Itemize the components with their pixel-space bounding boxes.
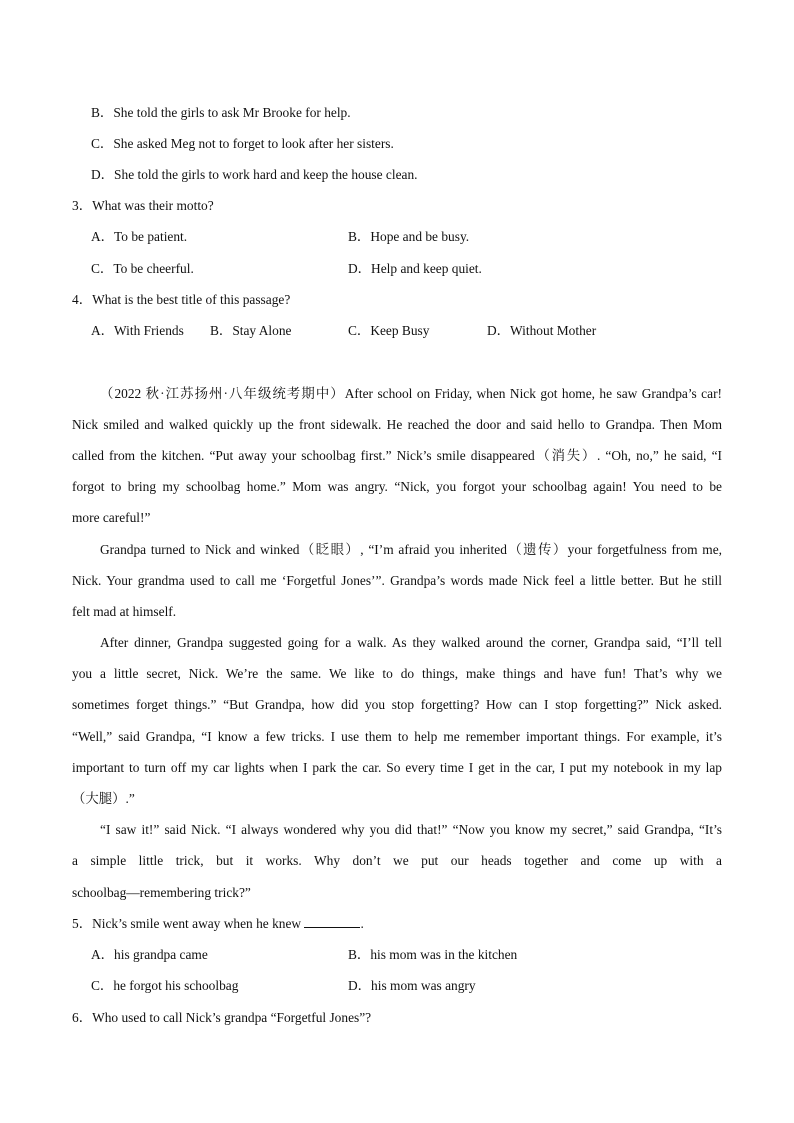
q5-option-b: B．his mom was in the kitchen xyxy=(348,947,518,962)
passage-p4-line2: a simple little trick, but it works. Why don’t we put our heads together and come up with a xyxy=(72,853,722,868)
q5-option-d: D．his mom was angry xyxy=(348,978,476,993)
passage-p3-line3: sometimes forget things.” “But Grandpa, how did you stop forgetting? How can I stop forgetting?” Nick asked. xyxy=(72,697,722,712)
passage-p3-line5: important to turn off my car lights when I park the car. So every time I get in the car, I put my notebook in my lap xyxy=(72,760,722,775)
passage-p3-line1: After dinner, Grandpa suggested going for a walk. As they walked around the corner, Grandpa said, “I’ll tell xyxy=(100,635,722,650)
q5-question-end: . xyxy=(360,916,364,931)
q3-option-c: C．To be cheerful. xyxy=(91,261,194,276)
q5-answer-blank[interactable] xyxy=(304,915,360,928)
passage-p1-line1: （2022 秋·江苏扬州·八年级统考期中）After school on Friday, when Nick got home, he saw Grandpa’s car! xyxy=(100,386,722,401)
passage-p2-line2: Nick. Your grandma used to call me ‘Forgetful Jones’”. Grandpa’s words made Nick feel a little better. But he still xyxy=(72,573,722,588)
q4-option-c: C．Keep Busy xyxy=(348,323,430,338)
q3-option-d: D．Help and keep quiet. xyxy=(348,261,482,276)
q5-option-c: C．he forgot his schoolbag xyxy=(91,978,239,993)
passage-p1-line3: called from the kitchen. “Put away your schoolbag first.” Nick’s smile disappeared（消失）. “Oh, no,” he said, “I xyxy=(72,448,722,463)
q3-question: 3．What was their motto? xyxy=(72,198,214,213)
passage-p2-line3: felt mad at himself. xyxy=(72,604,177,619)
passage-p1-line4: forgot to bring my schoolbag home.” Mom was angry. “Nick, you forgot your schoolbag again! You need to be xyxy=(72,479,722,494)
q6-question: 6．Who used to call Nick’s grandpa “Forgetful Jones”? xyxy=(72,1010,372,1025)
q5-question-row xyxy=(72,915,364,933)
passage-p1-line2: Nick smiled and walked quickly up the front sidewalk. He reached the door and said hello to Grandpa. Then Mom xyxy=(72,417,722,432)
passage-p2-line1: Grandpa turned to Nick and winked（眨眼）, “I’m afraid you inherited（遗传）your forgetfulness from me, xyxy=(100,542,722,557)
passage-p3-line2: you a little secret, Nick. We’re the same. We like to do things, make things and have fun! That’s why we xyxy=(72,666,722,681)
q4-option-b: B．Stay Alone xyxy=(210,323,292,338)
q3-option-a: A．To be patient. xyxy=(91,229,188,244)
q4-question: 4．What is the best title of this passage? xyxy=(72,292,291,307)
passage-p1-line5: more careful!” xyxy=(72,510,151,525)
passage-p3-line4: “Well,” said Grandpa, “I know a few tricks. I use them to help me remember important things. For example, it’s xyxy=(72,729,722,744)
q3-option-b: B．Hope and be busy. xyxy=(348,229,470,244)
q4-option-a: A．With Friends xyxy=(91,323,184,338)
q2-option-b: B．She told the girls to ask Mr Brooke for help. xyxy=(91,105,351,120)
q2-option-d: D．She told the girls to work hard and keep the house clean. xyxy=(91,167,418,182)
q5-question: 5．Nick’s smile went away when he knew xyxy=(72,916,302,931)
passage-p4-line1: “I saw it!” said Nick. “I always wondered why you did that!” “Now you know my secret,” said Grandpa, “It’s xyxy=(100,822,722,837)
q2-option-c: C．She asked Meg not to forget to look after her sisters. xyxy=(91,136,394,151)
q5-option-a: A．his grandpa came xyxy=(91,947,208,962)
passage-p3-line6: （大腿）.” xyxy=(72,791,135,806)
passage-p4-line3: schoolbag—remembering trick?” xyxy=(72,885,251,900)
q4-option-d: D．Without Mother xyxy=(487,323,597,338)
